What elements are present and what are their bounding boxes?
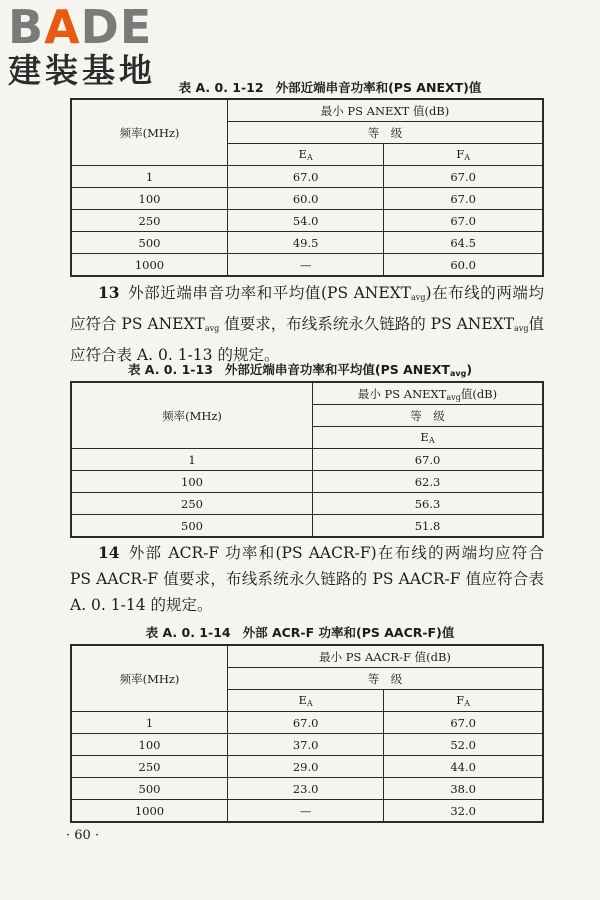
table-row: 100 62.3 [71, 471, 543, 493]
table-12-grade-fa: $F_A$ [384, 144, 543, 166]
table-12-grade-ea: $E_A$ [228, 144, 384, 166]
table-14-grade-ea: $E_A$ [228, 690, 384, 712]
table-row: 250 29.0 44.0 [71, 756, 543, 778]
page-number: · 60 · [66, 828, 100, 843]
table-13-freq-header: 频率(MHz) [71, 382, 313, 449]
table-row: 1 67.0 67.0 [71, 166, 543, 188]
table-14-grade-header: 等 级 [228, 668, 544, 690]
logo-letter-a: A [44, 0, 81, 54]
logo-letters [8, 0, 173, 54]
table-row: 500 49.5 64.5 [71, 232, 543, 254]
table-row: 1000 — 60.0 [71, 254, 543, 277]
logo-letter-e: E [119, 0, 153, 54]
table-row: 100 60.0 67.0 [71, 188, 543, 210]
table-13-grade-header: 等 级 [313, 405, 544, 427]
table-row: 1 67.0 [71, 449, 543, 471]
table-row: 100 37.0 52.0 [71, 734, 543, 756]
paragraph-14-text: 外部 ACR-F 功率和(PS AACR-F)在布线的两端均应符合 PS AACR-F 值要求，布线系统永久链路的 PS AACR-F 值应符合表 A. 0. 1-14 的规定。 [70, 544, 544, 614]
table-12-value-header: 最小 PS ANEXT 值(dB) [228, 99, 544, 122]
paragraph-14-number: 14 [98, 543, 120, 562]
table-12-freq-header: 频率(MHz) [71, 99, 228, 166]
table-14-number: 表 A. 0. 1-14 [145, 625, 231, 640]
table-13-value-header: 最小 PS $ANEXT_{avg}$值(dB) [313, 382, 544, 405]
logo-tagline: 建装基地 [8, 51, 156, 90]
table-12 [70, 98, 544, 277]
table-12-title: 外部近端串音功率和(PS ANEXT)值 [275, 80, 482, 95]
table-12-number: 表 A. 0. 1-12 [178, 80, 264, 95]
paragraph-13-number: 13 [98, 283, 120, 302]
table-row: 1 67.0 67.0 [71, 712, 543, 734]
table-12-grade-header: 等 级 [228, 122, 544, 144]
table-row: 500 51.8 [71, 515, 543, 538]
table-14 [70, 644, 544, 823]
logo-letter-d: D [80, 0, 120, 54]
table-13-number: 表 A. 0. 1-13 [127, 362, 213, 377]
table-row: 500 23.0 38.0 [71, 778, 543, 800]
table-13-grade-ea: $E_A$ [313, 427, 544, 449]
table-13-caption: 表 A. 0. 1-13 外部近端串音功率和平均值(PS $ANEXT_{avg}$) [127, 362, 473, 378]
paragraph-13: 13 外部近端串音功率和平均值(PS $ANEXT_{avg}$)在布线的两端均应符合 PS $ANEXT_{avg}$ 值要求，布线系统永久链路的 PS $ANEXT_{avg}$值应符合表 A. 0. 1-13 的规定。 [70, 283, 544, 364]
paragraph-14 [70, 540, 544, 618]
table-row: 250 56.3 [71, 493, 543, 515]
table-14-value-header: 最小 PS AACR-F 值(dB) [228, 645, 544, 668]
table-row: 250 54.0 67.0 [71, 210, 543, 232]
table-14-title: 外部 ACR-F 功率和(PS AACR-F)值 [242, 625, 455, 640]
table-row: 1000 — 32.0 [71, 800, 543, 823]
table-14-grade-fa: $F_A$ [384, 690, 543, 712]
table-14-caption [0, 623, 600, 641]
table-12-caption [0, 78, 600, 96]
table-14-freq-header: 频率(MHz) [71, 645, 228, 712]
logo-letter-b: B [8, 0, 45, 54]
table-13 [70, 381, 544, 538]
